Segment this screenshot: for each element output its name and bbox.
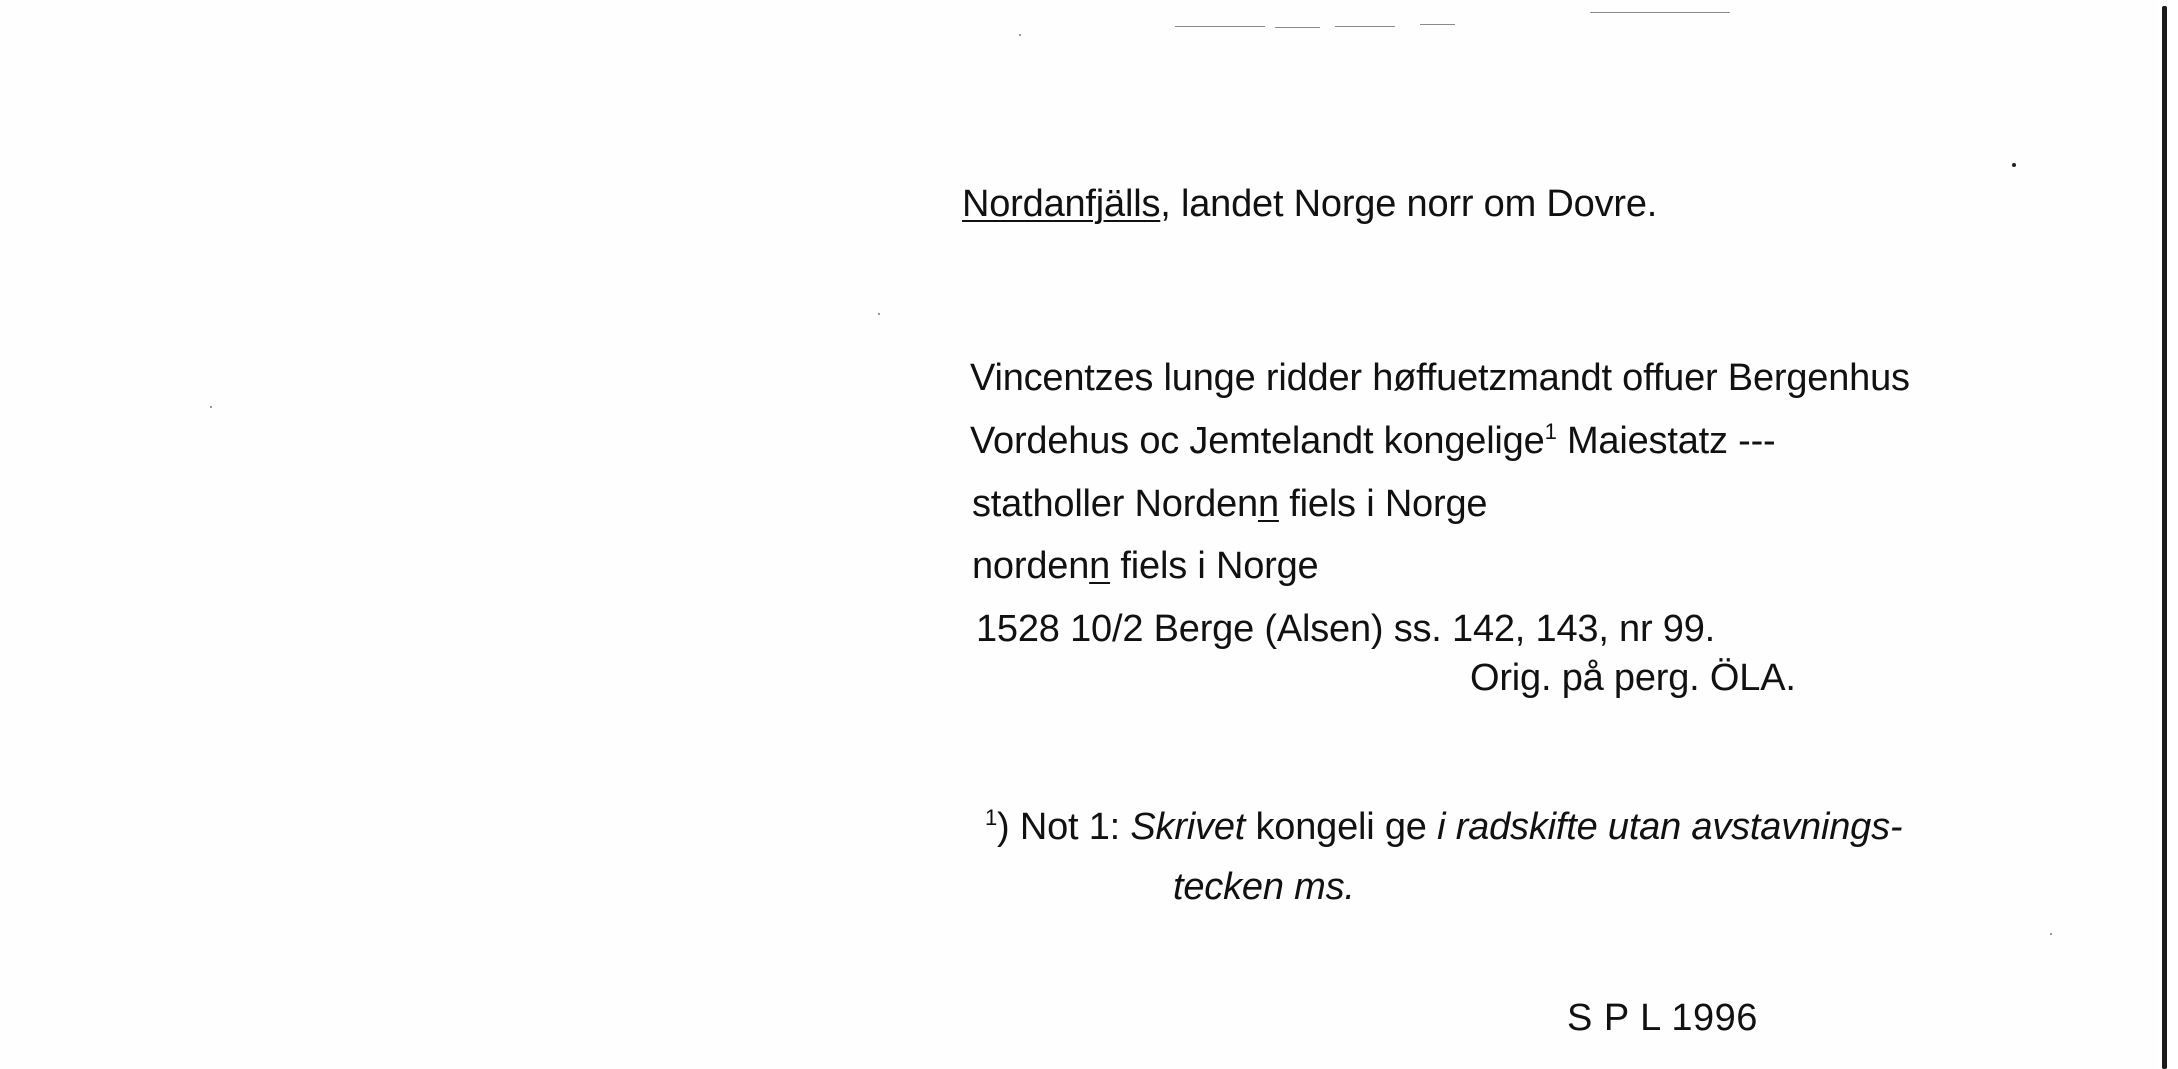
signature [1567, 996, 1758, 1040]
scan-artifact [1175, 26, 1265, 27]
page-edge-line [2162, 6, 2167, 1069]
scan-speck [2012, 163, 2016, 167]
footnote-line-2 [1173, 865, 1355, 909]
entry-line-3-rest: fiels i Norge [1278, 483, 1488, 525]
footnote-plain: kongeli ge [1245, 806, 1438, 848]
entry-line-2-text: Vordehus oc Jemtelandt kongelige [970, 420, 1545, 462]
heading [962, 182, 1657, 226]
scan-dot [1019, 34, 1021, 36]
scan-dot [2050, 933, 2052, 935]
footnote-line-1 [985, 805, 1902, 849]
heading-rest: , landet Norge norr om Dovre. [1160, 183, 1658, 225]
entry-line-4 [972, 544, 1318, 588]
scan-dot [210, 406, 212, 408]
entry-line-4-rest: fiels i Norge [1110, 545, 1319, 587]
entry-line-4-text: norden [972, 545, 1090, 587]
scan-dot [878, 313, 880, 315]
scan-artifact [1420, 24, 1455, 25]
entry-line-6-text: Orig. på perg. ÖLA. [1470, 657, 1796, 699]
entry-line-2-rest: Maiestatz --- [1556, 420, 1776, 462]
entry-line-2 [970, 419, 1776, 463]
footnote-italic-3: tecken ms. [1173, 866, 1355, 908]
entry-line-5 [976, 607, 1715, 651]
entry-line-4-underlined: n [1089, 545, 1111, 587]
signature-text: S P L 1996 [1567, 997, 1758, 1039]
footnote-italic-1: Skrivet [1130, 806, 1246, 848]
entry-line-3-text: statholler Norden [972, 483, 1258, 525]
page-edge [2158, 0, 2178, 1069]
entry-line-1 [970, 356, 1910, 400]
footnote-label: ) Not 1: [997, 806, 1131, 848]
entry-line-1-text: Vincentzes lunge ridder høffuetzmandt offuer Bergenhus [970, 357, 1910, 399]
entry-line-3 [972, 482, 1487, 526]
footnote-marker: 1 [985, 805, 998, 830]
entry-line-6 [1470, 656, 1796, 700]
footnote-italic-2: i radskifte utan avstavnings- [1437, 806, 1903, 848]
scan-artifact [1335, 26, 1395, 27]
entry-line-5-text: 1528 10/2 Berge (Alsen) ss. 142, 143, nr 99. [976, 608, 1716, 650]
scan-artifact [1590, 12, 1730, 13]
heading-underlined: Nordanfjälls [962, 183, 1161, 225]
footnote-ref: 1 [1544, 419, 1557, 444]
entry-line-3-underlined: n [1257, 483, 1279, 525]
scan-artifact [1275, 27, 1320, 28]
